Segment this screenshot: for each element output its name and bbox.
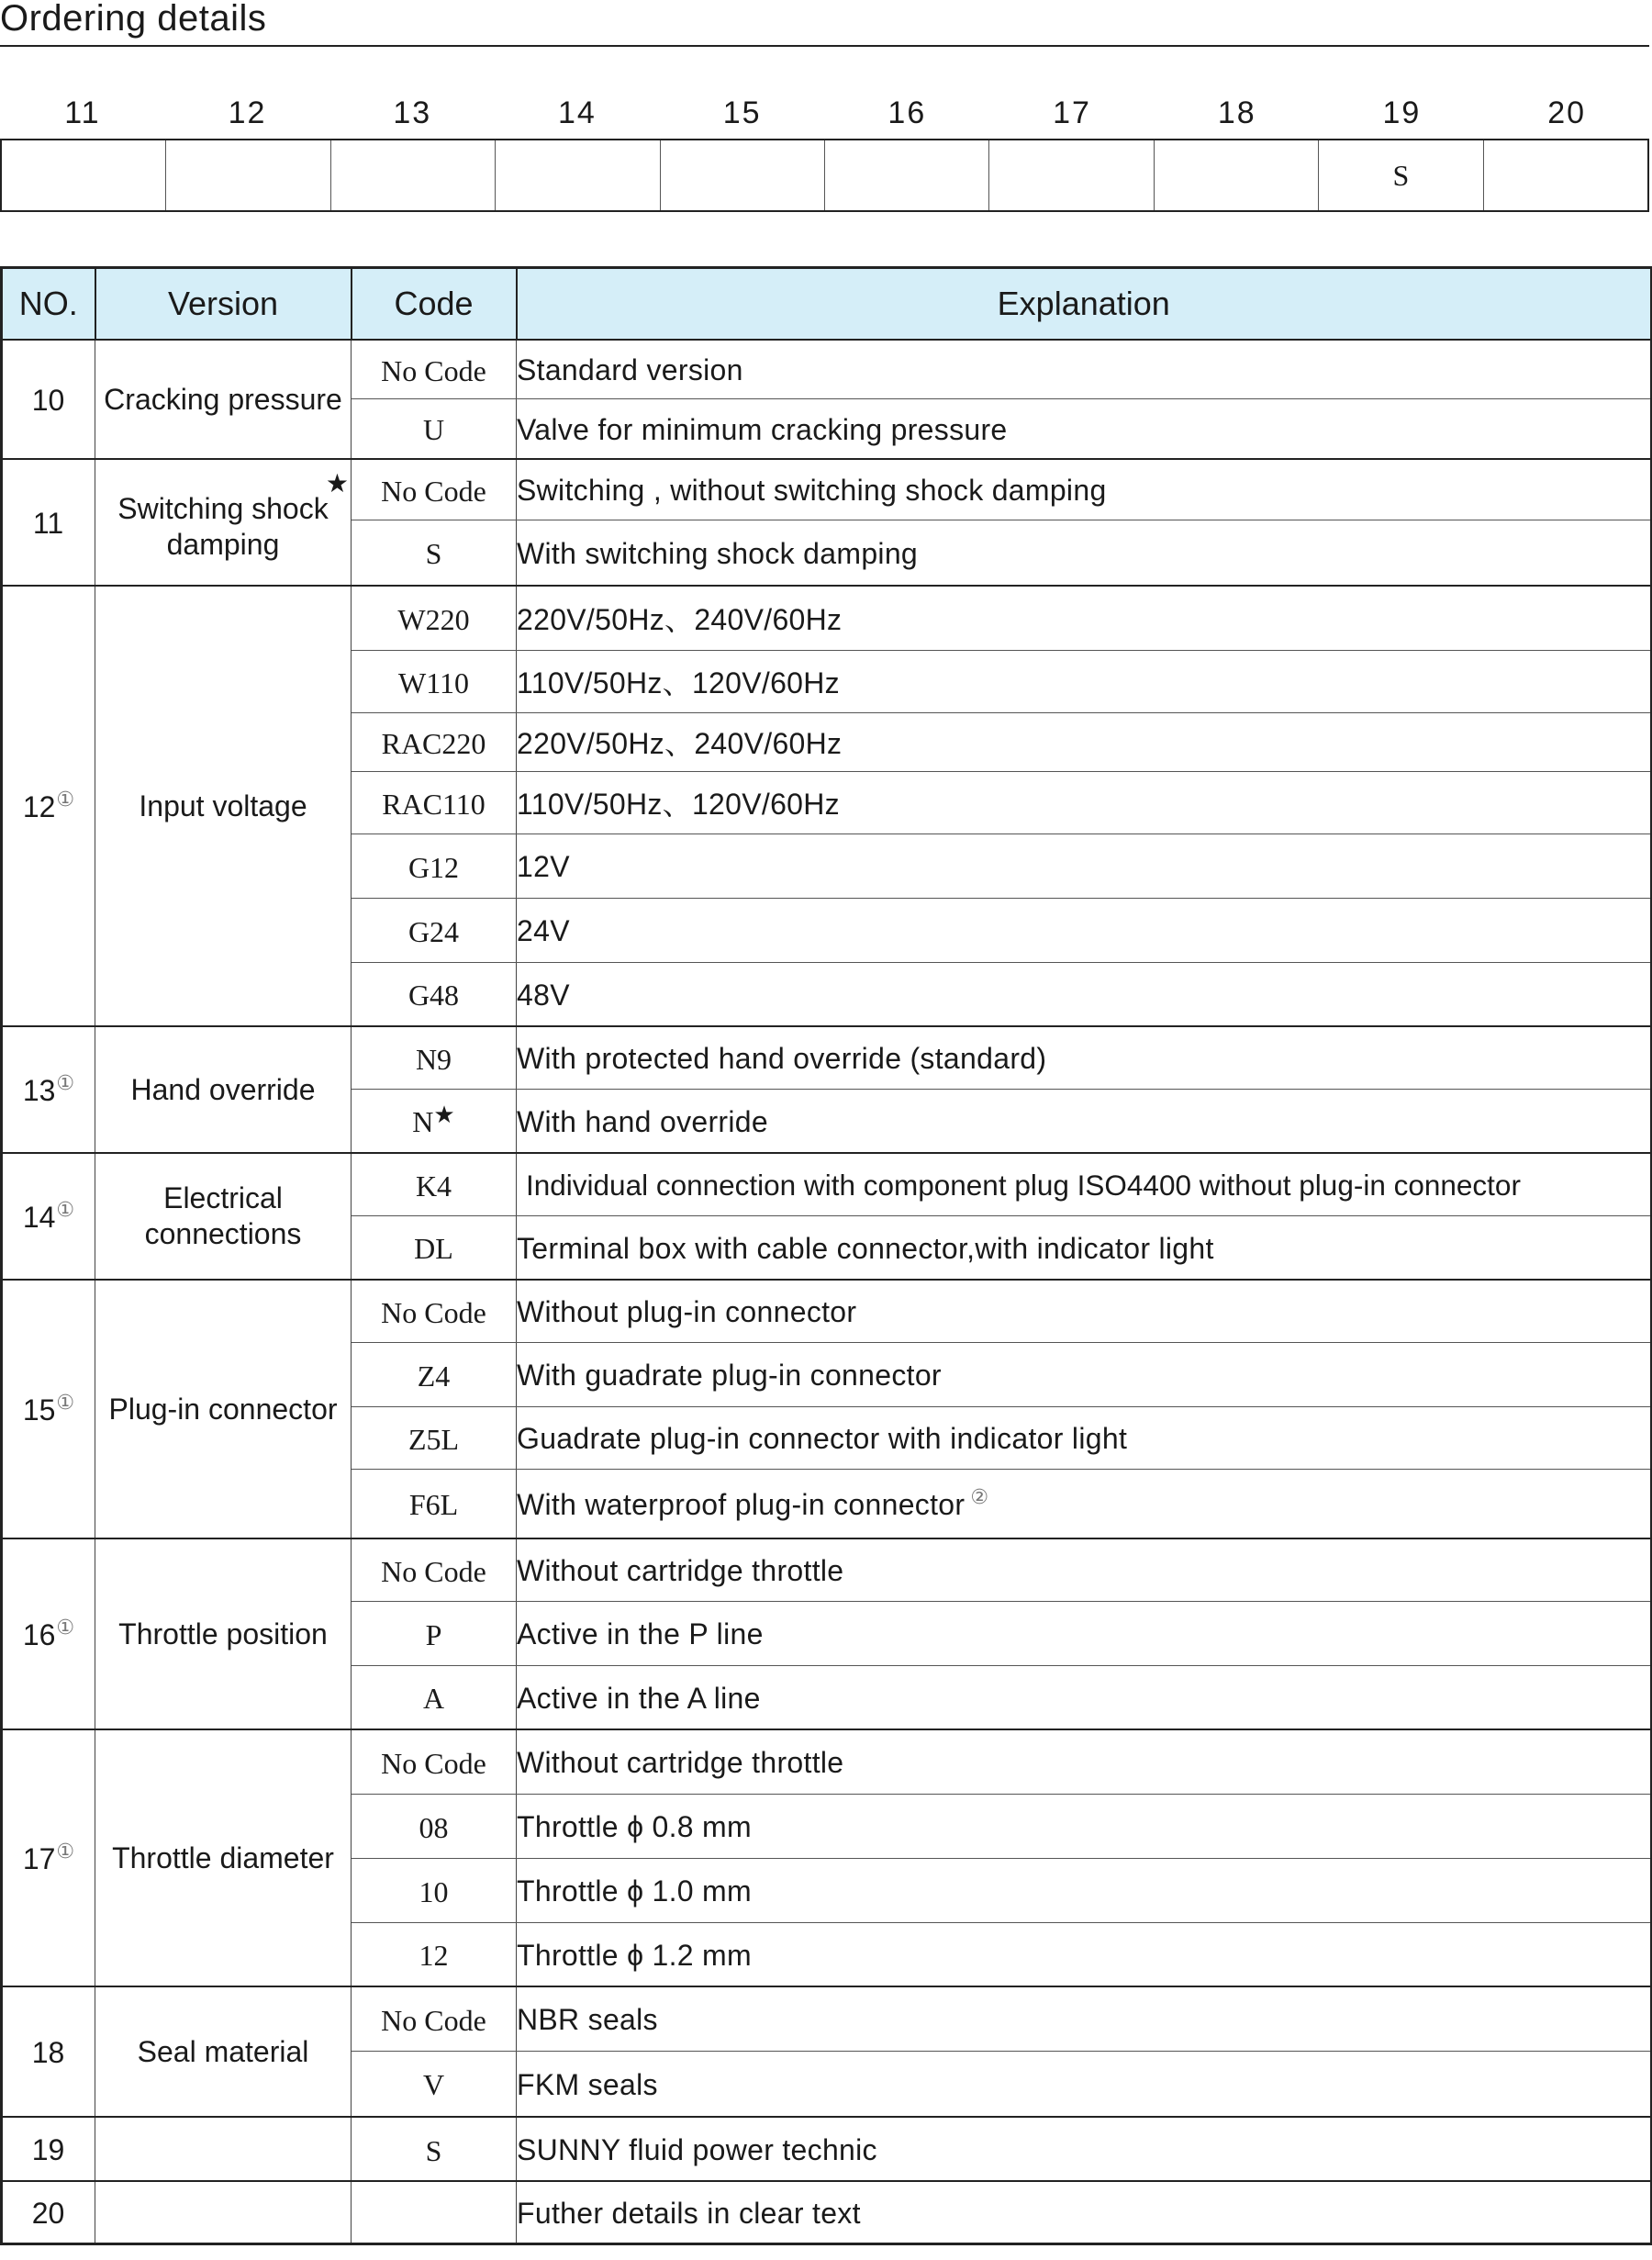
header-no: NO. [2,268,95,341]
header-version: Version [95,268,352,341]
option-explanation [517,771,1652,834]
code-text: No Code [381,1295,486,1329]
code-text: N [412,1105,434,1139]
option-code [352,1538,517,1601]
option-code [352,1215,517,1280]
option-code [352,1601,517,1665]
option-code [352,2051,517,2117]
group-number-text: 12 [22,790,56,823]
option-explanation [517,340,1652,398]
option-code [352,1794,517,1858]
group-number-text: 19 [31,2133,65,2166]
ordering-code-boxes [0,139,1649,212]
code-text: No Code [381,1554,486,1588]
option-explanation [517,2051,1652,2117]
option-code [352,1729,517,1794]
code-box-19: S [1319,140,1483,210]
option-explanation [517,1922,1652,1986]
option-code [352,2117,517,2181]
option-explanation [517,1215,1652,1280]
option-code [352,1858,517,1922]
table-row [2,1280,1652,1342]
footnote-marker: ① [56,788,75,811]
option-explanation [517,650,1652,712]
code-box-15 [661,140,825,210]
code-text: No Code [381,353,486,387]
group-number [2,459,95,586]
code-text: No Code [381,474,486,508]
group-number-text: 15 [22,1393,56,1426]
option-code [352,1406,517,1469]
group-number-text: 13 [22,1074,56,1107]
group-version [95,1729,352,1986]
code-box-13 [331,140,496,210]
group-number [2,586,95,1026]
code-text: K4 [415,1169,452,1203]
group-number [2,1538,95,1729]
version-label: Electrical connections [144,1181,302,1250]
version-label: Plug-in connector [108,1392,338,1426]
code-text: 12 [419,1939,449,1973]
code-text: 08 [419,1810,449,1844]
group-version [95,1153,352,1280]
option-code [352,2181,517,2243]
option-explanation [517,1729,1652,1794]
explanation-text: Throttle ϕ 1.2 mm [517,1938,752,1972]
option-explanation [517,1153,1652,1215]
option-explanation [517,1986,1652,2051]
table-row [2,2181,1652,2243]
group-version [95,586,352,1026]
page-title: Ordering details [0,0,267,39]
option-explanation [517,962,1652,1026]
option-explanation [517,1858,1652,1922]
group-number [2,2181,95,2243]
position-number: 20 [1547,95,1587,130]
group-number [2,1280,95,1538]
code-text: S [425,537,442,571]
position-number: 18 [1217,95,1256,130]
option-explanation [517,1342,1652,1406]
table-row [2,1538,1652,1601]
option-code [352,712,517,771]
code-text: RAC110 [382,787,486,821]
code-text: DL [414,1232,453,1266]
explanation-text: Throttle ϕ 0.8 mm [517,1810,752,1843]
footnote-marker: ① [56,1840,75,1863]
option-explanation [517,1469,1652,1538]
explanation-text: Active in the A line [517,1681,761,1715]
option-code [352,1026,517,1089]
explanation-text: Futher details in clear text [517,2196,861,2230]
footnote-marker: ① [56,1616,75,1639]
option-explanation [517,1601,1652,1665]
option-explanation [517,1406,1652,1469]
option-code [352,340,517,398]
version-label: Input voltage [139,789,307,822]
explanation-text: 110V/50Hz、120V/60Hz [517,788,840,821]
explanation-text: Throttle ϕ 1.0 mm [517,1874,752,1908]
code-text: P [425,1617,442,1651]
option-code [352,1089,517,1153]
option-code [352,1665,517,1729]
group-version [95,2181,352,2243]
option-explanation [517,520,1652,586]
table-row [2,1153,1652,1215]
code-text: F6L [408,1488,459,1522]
option-explanation [517,398,1652,459]
group-version [95,340,352,459]
group-number-text: 10 [31,384,65,417]
star-icon: ★ [433,1102,455,1129]
code-text: U [422,413,445,447]
group-number [2,1153,95,1280]
version-label: Hand override [130,1072,316,1106]
explanation-text: Without plug-in connector [517,1295,857,1329]
explanation-text: FKM seals [517,2067,658,2101]
explanation-text: Terminal box with cable connector,with indicator light [517,1231,1214,1265]
table-header-row [2,268,1652,341]
group-version [95,1026,352,1153]
option-code [352,962,517,1026]
option-code [352,1922,517,1986]
footnote-marker: ① [56,1391,75,1414]
position-number: 14 [558,95,597,130]
position-number: 17 [1053,95,1091,130]
explanation-text: Without cartridge throttle [517,1554,844,1588]
code-text: Z5L [407,1422,460,1456]
option-explanation [517,898,1652,962]
group-number [2,1729,95,1986]
option-code [352,650,517,712]
option-code [352,898,517,962]
position-number: 12 [228,95,267,130]
star-icon: ★ [325,469,349,498]
code-text: W220 [397,602,470,636]
explanation-text: 24V [517,914,570,947]
code-text: S [425,2133,442,2167]
code-box-17 [989,140,1154,210]
code-text: W110 [397,666,469,699]
explanation-text: 48V [517,978,570,1012]
position-number: 11 [64,95,101,130]
table-body [2,340,1652,2243]
version-label: Throttle position [118,1617,328,1650]
code-box-18 [1155,140,1319,210]
explanation-text: 220V/50Hz、240V/60Hz [517,727,843,760]
explanation-text: SUNNY fluid power technic [517,2133,877,2166]
option-code [352,398,517,459]
code-box-14 [496,140,660,210]
code-text: G48 [407,979,460,1013]
option-explanation [517,1280,1652,1342]
code-box-16 [825,140,989,210]
explanation-text: With protected hand override (standard) [517,1042,1047,1076]
table-row [2,2117,1652,2181]
table-row [2,340,1652,398]
position-numbers [0,95,1649,132]
group-number-text: 20 [31,2196,65,2230]
option-explanation [517,586,1652,650]
code-text: No Code [381,1746,486,1780]
option-code [352,771,517,834]
explanation-text: With hand override [517,1104,768,1138]
group-number [2,1026,95,1153]
group-number [2,2117,95,2181]
group-version [95,2117,352,2181]
explanation-text: 12V [517,850,570,883]
position-number: 16 [887,95,927,130]
explanation-text: Guadrate plug-in connector with indicator light [517,1422,1128,1455]
option-explanation [517,1794,1652,1858]
version-label: Cracking pressure [104,382,342,416]
option-explanation [517,459,1652,520]
explanation-text: With switching shock damping [517,536,919,570]
group-number [2,1986,95,2117]
group-number-text: 17 [22,1842,56,1875]
option-code [352,1280,517,1342]
group-version [95,1280,352,1538]
explanation-text: With waterproof plug-in connector [517,1487,966,1521]
option-explanation [517,2117,1652,2181]
table-row [2,1986,1652,2051]
explanation-text: Active in the P line [517,1617,764,1650]
option-code [352,1153,517,1215]
header-code: Code [352,268,517,341]
explanation-text: NBR seals [517,2003,658,2037]
footnote-marker: ① [56,1071,75,1094]
table-row [2,1026,1652,1089]
code-text: 10 [419,1874,449,1908]
footnote-marker: ① [56,1198,75,1221]
explanation-text: 110V/50Hz、120V/60Hz [517,666,840,699]
option-explanation [517,1538,1652,1601]
version-label: Seal material [137,2034,309,2068]
code-box-11 [2,140,166,210]
code-text: No Code [381,2003,486,2037]
option-explanation [517,1665,1652,1729]
option-explanation [517,1026,1652,1089]
option-explanation [517,712,1652,771]
option-explanation [517,2181,1652,2243]
explanation-text: Individual connection with component plug ISO4400 without plug-in connector [526,1169,1521,1203]
option-code [352,520,517,586]
code-text: G12 [407,850,460,884]
table-row [2,586,1652,650]
title-divider [0,45,1649,47]
code-text: V [422,2068,445,2102]
explanation-text: Standard version [517,353,743,387]
group-number-text: 16 [22,1618,56,1651]
group-number [2,340,95,459]
option-explanation [517,834,1652,898]
code-text: G24 [407,914,460,948]
explanation-text: Switching , without switching shock damping [517,474,1107,508]
position-number: 15 [722,95,762,130]
code-text: A [422,1682,445,1716]
option-code [352,1342,517,1406]
code-box-12 [166,140,330,210]
code-text: RAC220 [381,726,486,760]
footnote-marker: ② [970,1484,989,1508]
table-row [2,1729,1652,1794]
option-code [352,834,517,898]
position-number: 19 [1382,95,1422,130]
group-version [95,1986,352,2117]
explanation-text: Valve for minimum cracking pressure [517,412,1008,446]
header-explanation: Explanation [517,268,1652,341]
option-code [352,586,517,650]
option-code [352,1986,517,2051]
group-version [95,1538,352,1729]
explanation-text: 220V/50Hz、240V/60Hz [517,603,843,637]
code-box-20 [1484,140,1647,210]
position-number: 13 [393,95,432,130]
group-number-text: 11 [32,507,64,540]
explanation-text: Without cartridge throttle [517,1746,844,1780]
group-number-text: 18 [31,2036,65,2069]
option-explanation [517,1089,1652,1153]
code-text: Z4 [417,1359,451,1393]
option-code [352,1469,517,1538]
group-number-text: 14 [22,1201,56,1234]
ordering-details-table [0,266,1652,2245]
option-code [352,459,517,520]
table-row [2,459,1652,520]
version-label: Switching shock damping [117,492,329,561]
version-label: Throttle diameter [112,1840,334,1874]
explanation-text: With guadrate plug-in connector [517,1359,942,1392]
group-version [95,459,352,586]
code-text: N9 [415,1042,452,1076]
